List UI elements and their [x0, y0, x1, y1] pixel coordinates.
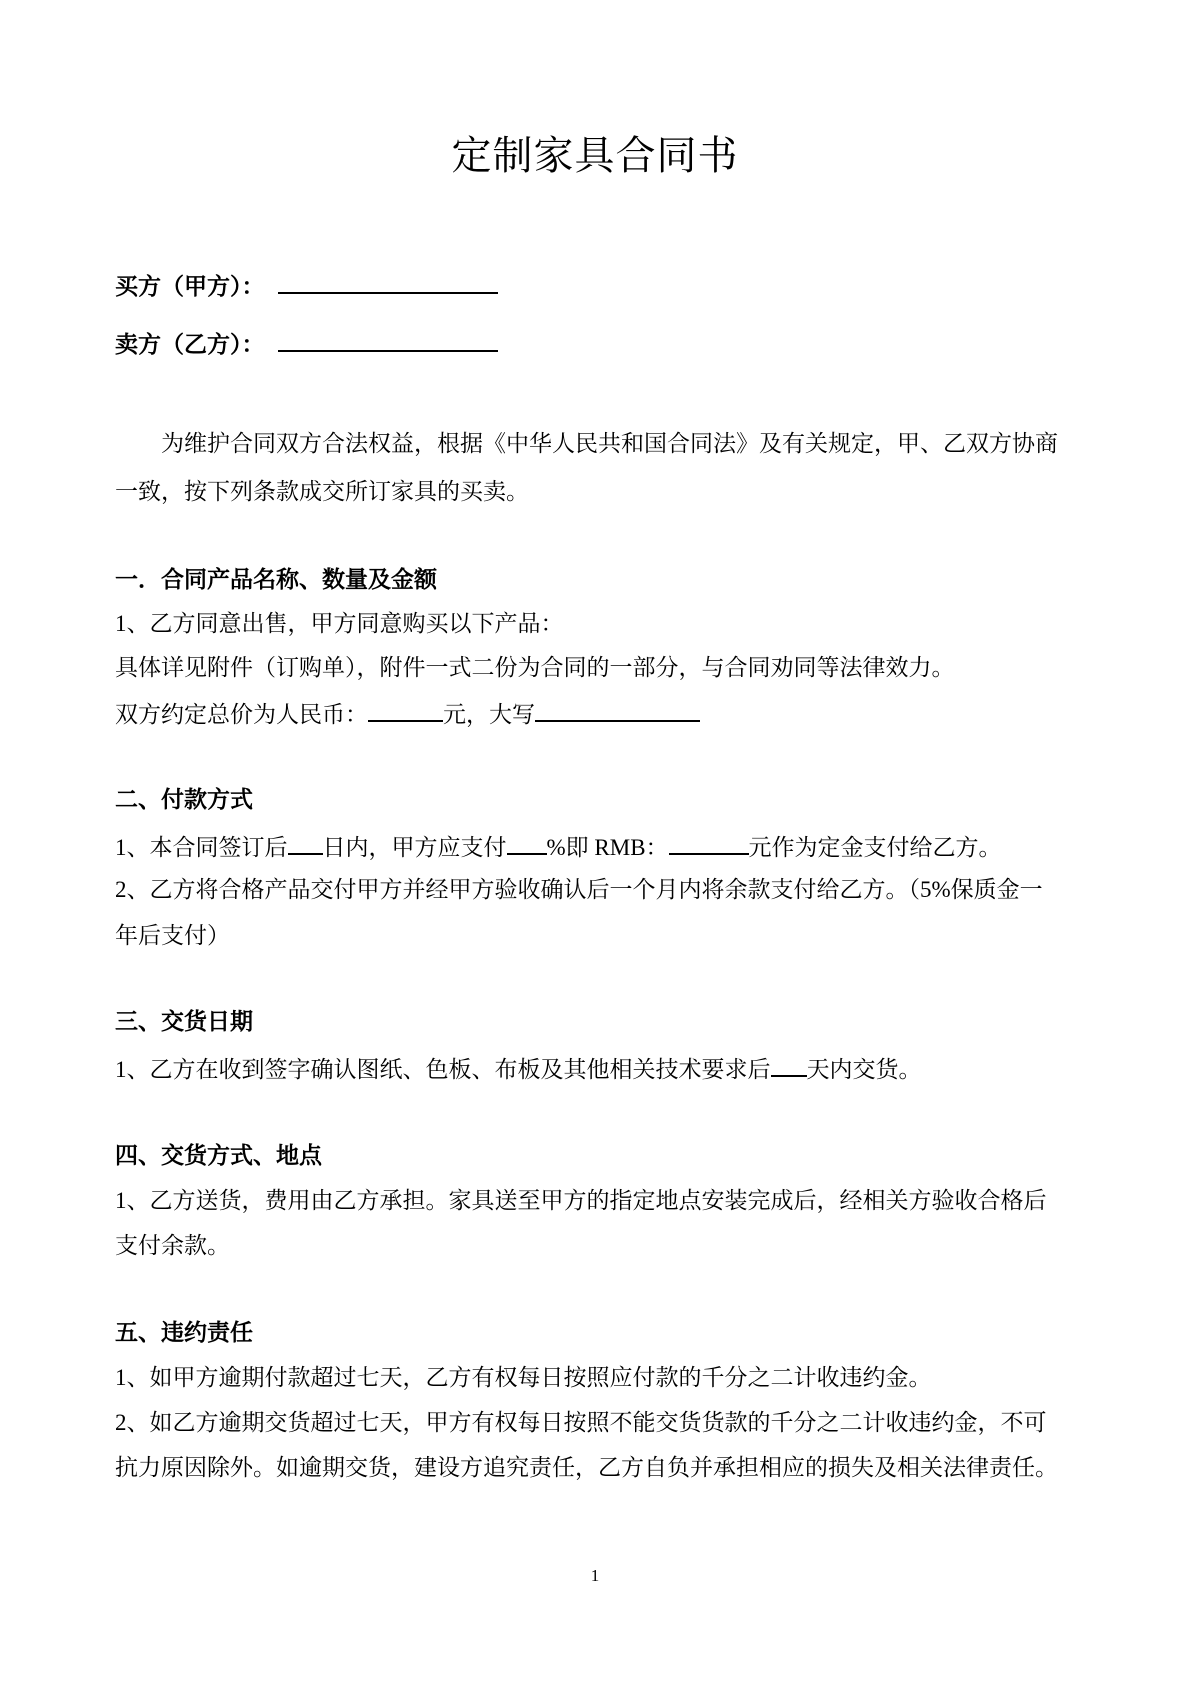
- section-5-p1: 1、如甲方逾期付款超过七天，乙方有权每日按照应付款的千分之二计收违约金。: [115, 1365, 932, 1390]
- deposit-amount-blank: [669, 829, 749, 855]
- section-2-p2-line-2: 年后支付）: [115, 923, 230, 948]
- section-1-p1: 1、乙方同意出售，甲方同意购买以下产品：: [115, 611, 564, 636]
- section-2-p1-text-c: %即 RMB：: [546, 835, 669, 860]
- page-number: 1: [590, 1566, 600, 1585]
- section-1-p3: [115, 696, 700, 731]
- section-5-p2-line-2: 抗力原因除外。如逾期交货，建设方追究责任，乙方自负并承担相应的损失及相关法律责任。: [115, 1455, 1058, 1480]
- section-3-heading: 三、交货日期: [115, 1009, 253, 1034]
- buyer-blank: [278, 268, 498, 294]
- section-1-heading: 一．合同产品名称、数量及金额: [115, 567, 437, 592]
- section-2-heading: 二、付款方式: [115, 787, 253, 812]
- section-2-p1-text-b: 日内，甲方应支付: [322, 835, 507, 860]
- section-4-p1-line-1: 1、乙方送货，费用由乙方承担。家具送至甲方的指定地点安装完成后，经相关方验收合格后: [115, 1188, 1047, 1213]
- intro-line-2: 一致，按下列条款成交所订家具的买卖。: [115, 479, 529, 504]
- seller-blank: [278, 326, 498, 352]
- buyer-row: [115, 268, 498, 303]
- document-title: 定制家具合同书: [451, 133, 739, 179]
- section-4-heading: 四、交货方式、地点: [115, 1143, 322, 1168]
- amount-blank: [368, 696, 443, 722]
- section-3-p1-text-b: 天内交货。: [806, 1057, 922, 1082]
- section-1-p2: 具体详见附件（订购单），附件一式二份为合同的一部分，与合同劝同等法律效力。: [115, 655, 955, 680]
- section-2-p1: [115, 829, 1002, 864]
- buyer-label: 买方（甲方）：: [115, 274, 265, 299]
- days-blank: [288, 829, 323, 855]
- section-5-p2-line-1: 2、如乙方逾期交货超过七天，甲方有权每日按照不能交货货款的千分之二计收违约金，不可: [115, 1410, 1047, 1435]
- total-price-label: 双方约定总价为人民币：: [115, 702, 368, 727]
- seller-row: [115, 326, 498, 361]
- intro-line-1: 为维护合同双方合法权益，根据《中华人民共和国合同法》及有关规定，甲、乙双方协商: [161, 431, 1058, 456]
- capital-label: 元，大写: [443, 702, 535, 727]
- section-2-p2-line-1: 2、乙方将合格产品交付甲方并经甲方验收确认后一个月内将余款支付给乙方。（5%保质金一: [115, 877, 1043, 902]
- capital-amount-blank: [535, 696, 700, 722]
- percent-blank: [507, 829, 547, 855]
- section-5-heading: 五、违约责任: [115, 1320, 253, 1345]
- section-3-p1-text-a: 1、乙方在收到签字确认图纸、色板、布板及其他相关技术要求后: [115, 1057, 771, 1082]
- section-3-p1: [115, 1051, 922, 1086]
- section-2-p1-text-a: 1、本合同签订后: [115, 835, 288, 860]
- delivery-days-blank: [771, 1051, 807, 1077]
- section-4-p1-line-2: 支付余款。: [115, 1233, 230, 1258]
- seller-label: 卖方（乙方）：: [115, 332, 265, 357]
- section-2-p1-text-d: 元作为定金支付给乙方。: [748, 835, 1002, 860]
